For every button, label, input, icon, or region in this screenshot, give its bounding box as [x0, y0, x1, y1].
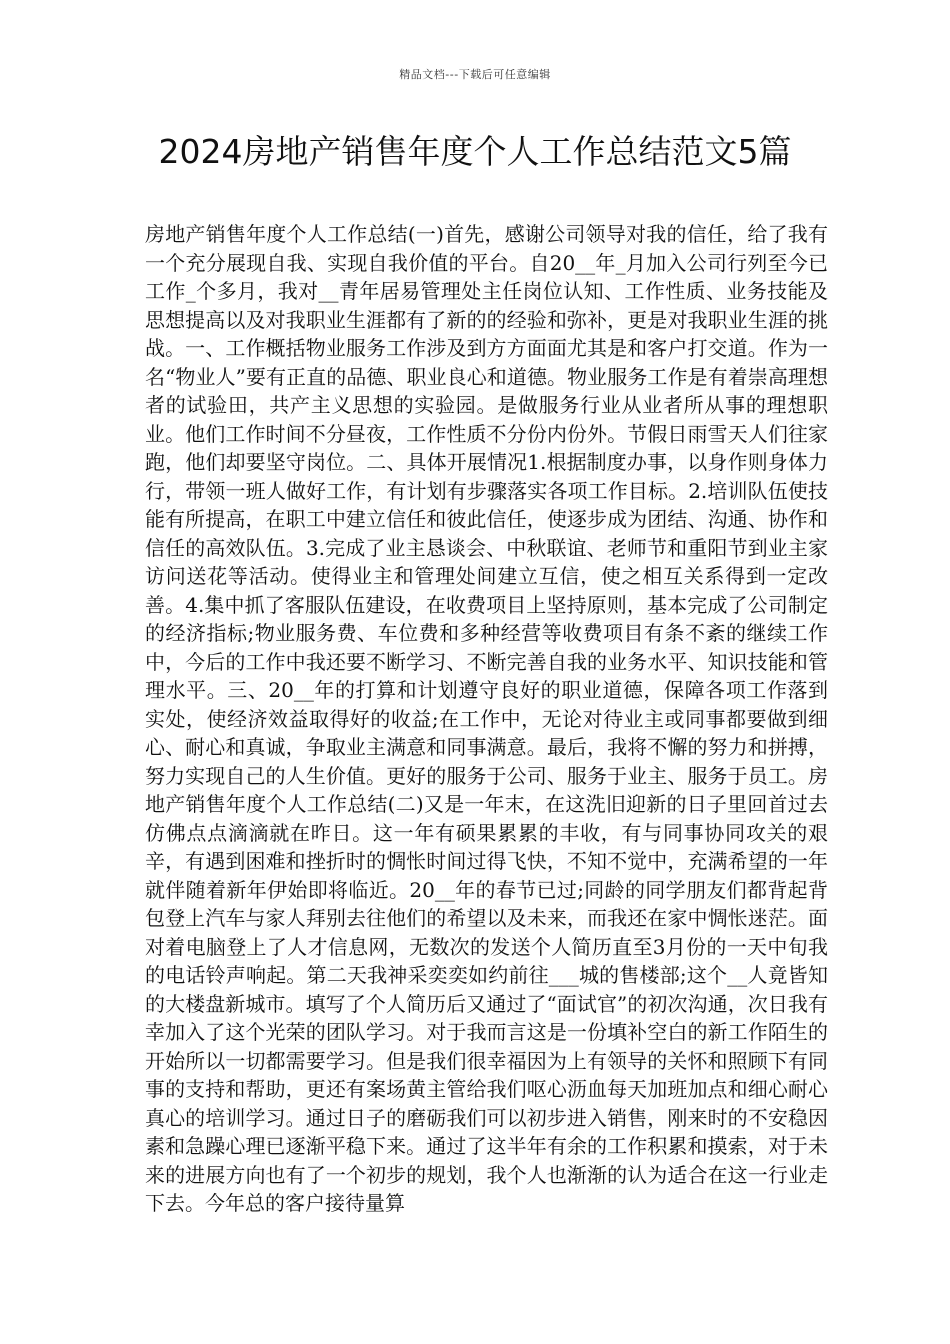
document-title: 2024房地产销售年度个人工作总结范文5篇 — [158, 132, 792, 171]
document-body: 房地产销售年度个人工作总结(一)首先，感谢公司领导对我的信任，给了我有一个充分展现自我、实现自我价值的平台。自20__年_月加入公司行列至今已工作_个多月，我对__青年居易管理处主任岗位认知、工作性质、业务技能及思想提高以及对我职业生涯都有了新的的经验和弥补，更是对我职业生涯的挑战。一、工作概括物业服务工作涉及到方方面面尤其是和客户打交道。作为一名“物业人”要有正直的品德、职业良心和道德。物业服务工作是有着崇高理想者的试验田，共产主义思想的实验园。是做服务行业从业者所从事的理想职业。他们工作时间不分昼夜，工作性质不分份内份外。节假日雨雪天人们往家跑，他们却要坚守岗位。二、具体开展情况1.根据制度办事，以身作则身体力行，带领一班人做好工作，有计划有步骤落实各项工作目标。2.培训队伍使技能有所提高，在职工中建立信任和彼此信任，使逐步成为团结、沟通、协作和信任的高效队伍。3.完成了业主恳谈会、中秋联谊、老师节和重阳节到业主家访问送花等活动。使得业主和管理处间建立互信，使之相互关系得到一定改善。4.集中抓了客服队伍建设，在收费项目上坚持原则，基本完成了公司制定的经济指标;物业服务费、车位费和多种经营等收费项目有条不紊的继续工作中，今后的工作中我还要不断学习、不断完善自我的业务水平、知识技能和管理水平。三、20__年的打算和计划遵守良好的职业道德，保障各项工作落到实处，使经济效益取得好的收益;在工作中，无论对待业主或同事都要做到细心、耐心和真诚，争取业主满意和同事满意。最后，我将不懈的努力和拼搏，努力实现自己的人生价值。更好的服务于公司、服务于业主、服务于员工。房地产销售年度个人工作总结(二)又是一年末，在这洗旧迎新的日子里回首过去仿佛点点滴滴就在昨日。这一年有硕果累累的丰收，有与同事协同攻关的艰辛，有遇到困难和挫折时的惆怅时间过得飞快，不知不觉中，充满希望的一年就伴随着新年伊始即将临近。20__年的春节已过;同龄的同学朋友们都背起背包登上汽车与家人拜别去往他们的希望以及未来，而我还在家中惆怅迷茫。面对着电脑登上了人才信息网，无数次的发送个人简历直至3月份的一天中旬我的电话铃声响起。第二天我神采奕奕如约前往___城的售楼部;这个__人竟皆知的大楼盘新城市。填写了个人简历后又通过了“面试官”的初次沟通，次日我有幸加入了这个光荣的团队学习。对于我而言这是一份填补空白的新工作陌生的开始所以一切都需要学习。但是我们很幸福因为上有领导的关怀和照顾下有同事的支持和帮助，更还有案场黄主管给我们呕心沥血每天加班加点和细心耐心真心的培训学习。通过日子的磨砺我们可以初步进入销售，刚来时的不安稳因素和急躁心理已逐渐平稳下来。通过了这半年有余的工作积累和摸索，对于未来的进展方向也有了一个初步的规划，我个人也渐渐的认为适合在这一行业走下去。今年总的客户接待量算 — [145, 222, 828, 1215]
page-header: 精品文档---下载后可任意编辑 — [399, 68, 551, 81]
